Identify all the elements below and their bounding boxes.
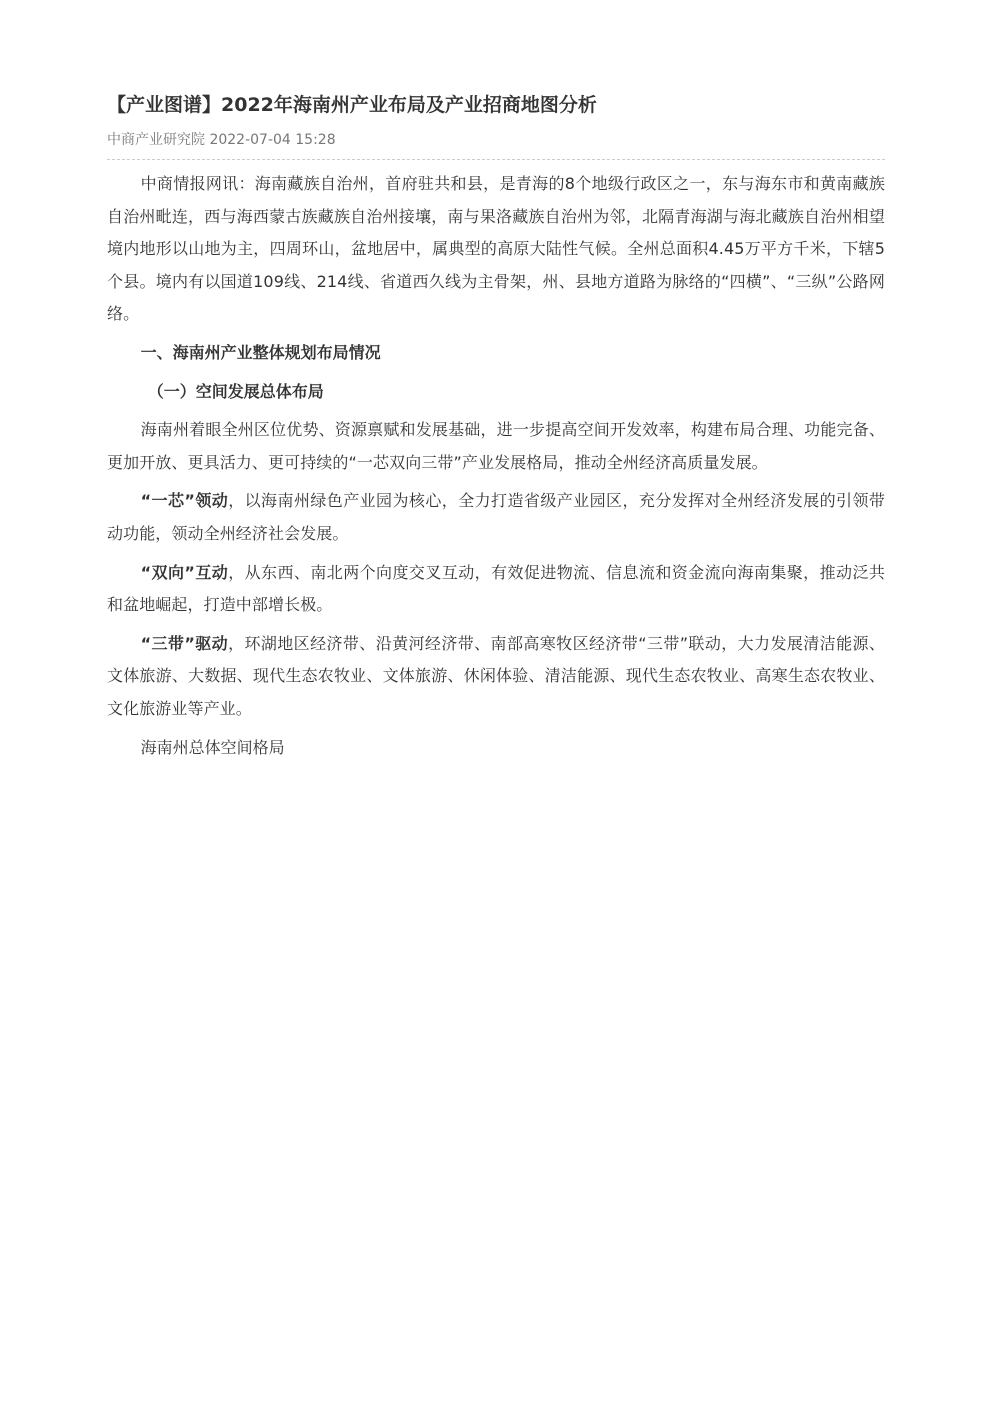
article-meta (107, 130, 885, 150)
core-paragraph (107, 485, 885, 550)
article-datetime: 2022-07-04 15:28 (209, 132, 336, 148)
three-belts-text: ，环湖地区经济带、沿黄河经济带、南部高寒牧区经济带“三带”联动，大力发展清洁能源、文体旅游、大数据、现代生态农牧业、文体旅游、休闲体验、清洁能源、现代生态农牧业、高寒生态农牧业、文化旅游业等产业。 (107, 633, 885, 718)
article-title: 【产业图谱】2022年海南州产业布局及产业招商地图分析 (107, 94, 597, 116)
three-belts-lead: “三带”驱动 (140, 633, 229, 653)
core-text: ，以海南州绿色产业园为核心，全力打造省级产业园区，充分发挥对全州经济发展的引领带动功能，领动全州经济社会发展。 (107, 491, 885, 543)
section-heading: 一、海南州产业整体规划布局情况 (140, 342, 381, 362)
article-body (107, 168, 885, 764)
core-lead: “一芯”领动 (140, 491, 229, 511)
three-belts-paragraph (107, 628, 885, 726)
two-way-lead: “双向”互动 (140, 562, 229, 582)
two-way-text: ，从东西、南北两个向度交叉互动，有效促进物流、信息流和资金流向海南集聚，推动泛共和盆地崛起，打造中部增长极。 (107, 562, 885, 615)
title-divider (107, 159, 885, 160)
two-way-paragraph (107, 557, 885, 622)
layout-paragraph: 海南州着眼全州区位优势、资源禀赋和发展基础，进一步提高空间开发效率，构建布局合理、功能完备、更加开放、更具活力、更可持续的“一芯双向三带”产业发展格局，推动全州经济高质量发展。 (107, 420, 885, 472)
article (107, 88, 885, 764)
article-source[interactable]: 中商产业研究院 (107, 132, 205, 148)
subsection-heading: （一）空间发展总体布局 (147, 381, 324, 401)
figure-caption: 海南州总体空间格局 (140, 737, 285, 757)
intro-paragraph: 中商情报网讯：海南藏族自治州，首府驻共和县，是青海的8个地级行政区之一，东与海东市和黄南藏族自治州毗连，西与海西蒙古族藏族自治州接壤，南与果洛藏族自治州为邻，北隔青海湖与海北藏族自治州相望境内地形以山地为主，四周环山，盆地居中，属典型的高原大陆性气候。全州总面积4.45万平方千米，下辖5个县。境内有以国道109线、214线、省道西久线为主骨架，州、县地方道路为脉络的“四横”、“三纵”公路网络。 (107, 174, 885, 324)
